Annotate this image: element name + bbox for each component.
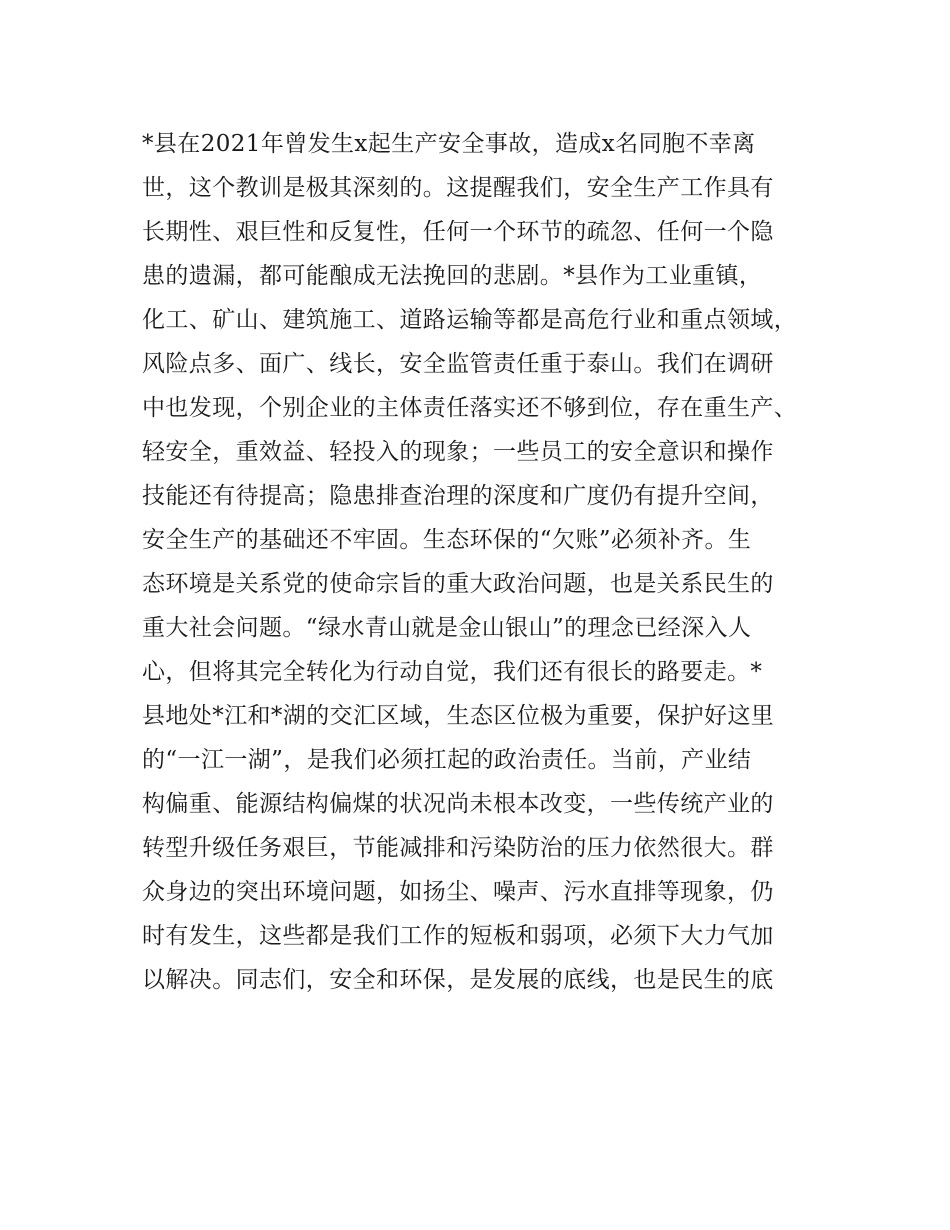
- text-line: 患的遗漏，都可能酿成无法挽回的悲剧。*县作为工业重镇，: [142, 263, 763, 289]
- text-line: 长期性、艰巨性和反复性，任何一个环节的疏忽、任何一个隐: [142, 219, 774, 245]
- text-line: 化工、矿山、建筑施工、道路运输等都是高危行业和重点领域，: [142, 307, 798, 333]
- text-line: 转型升级任务艰巨，节能减排和污染防治的压力依然很大。群: [142, 835, 774, 861]
- text-line: 世，这个教训是极其深刻的。这提醒我们，安全生产工作具有: [142, 175, 774, 201]
- text-line: 态环境是关系党的使命宗旨的重大政治问题，也是关系民生的: [142, 571, 774, 597]
- text-line: 的“一江一湖”，是我们必须扛起的政治责任。当前，产业结: [142, 747, 752, 773]
- text-line: 中也发现，个别企业的主体责任落实还不够到位，存在重生产、: [142, 395, 798, 421]
- text-line: *县在2021年曾发生x起生产安全事故，造成x名同胞不幸离: [142, 131, 756, 157]
- text-line: 以解决。同志们，安全和环保，是发展的底线，也是民生的底: [142, 967, 774, 993]
- text-line: 重大社会问题。“绿水青山就是金山银山”的理念已经深入人: [142, 615, 752, 641]
- text-line: 时有发生，这些都是我们工作的短板和弱项，必须下大力气加: [142, 923, 774, 949]
- text-line: 风险点多、面广、线长，安全监管责任重于泰山。我们在调研: [142, 351, 774, 377]
- text-line: 技能还有待提高；隐患排查治理的深度和广度仍有提升空间，: [142, 483, 774, 509]
- text-line: 轻安全，重效益、轻投入的现象；一些员工的安全意识和操作: [142, 439, 774, 465]
- text-line: 心，但将其完全转化为行动自觉，我们还有很长的路要走。*: [142, 659, 763, 685]
- text-line: 安全生产的基础还不牢固。生态环保的“欠账”必须补齐。生: [142, 527, 752, 553]
- text-line: 县地处*江和*湖的交汇区域，生态区位极为重要，保护好这里: [142, 703, 775, 729]
- text-line: 众身边的突出环境问题，如扬尘、噪声、污水直排等现象，仍: [142, 879, 774, 905]
- text-line: 构偏重、能源结构偏煤的状况尚未根本改变，一些传统产业的: [142, 791, 774, 817]
